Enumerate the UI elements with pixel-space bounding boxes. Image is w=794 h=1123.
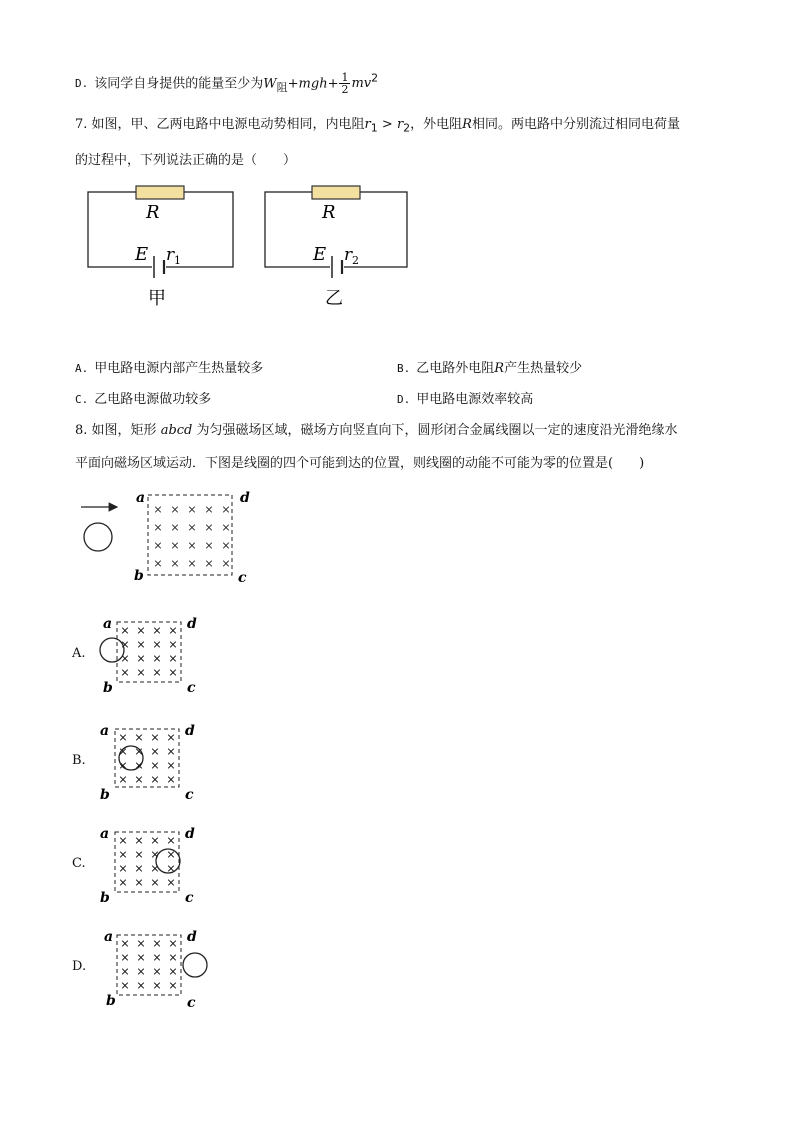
circuit-right xyxy=(265,186,407,309)
q8-option-b-label[interactable]: B. xyxy=(72,753,86,768)
field-cross-icon: × xyxy=(150,773,160,786)
right-R-label: R xyxy=(322,202,336,223)
svg-text:d: d xyxy=(187,616,197,632)
field-cross-icon: × xyxy=(120,937,130,950)
field-cross-icon: × xyxy=(152,666,162,679)
right-caption: 乙 xyxy=(325,288,343,309)
field-cross-icon: × xyxy=(136,937,146,950)
field-cross-icon: × xyxy=(118,759,128,772)
field-cross-icon: × xyxy=(120,965,130,978)
field-cross-icon: × xyxy=(166,862,176,875)
field-cross-icon: × xyxy=(166,848,176,861)
q8-line1-b: 为匀强磁场区域，磁场方向竖直向下，圆形闭合金属线圈以一定的速度沿光滑绝缘水 xyxy=(196,423,678,438)
left-r-label: r xyxy=(166,245,175,265)
field-cross-icon: × xyxy=(134,773,144,786)
formula-w: W xyxy=(263,76,277,92)
q8-option-c-label[interactable]: C. xyxy=(72,856,86,871)
field-cross-icon: × xyxy=(166,759,176,772)
q8-stem-line1 xyxy=(75,422,678,440)
field-cross-icon: × xyxy=(168,638,178,651)
q7-option-b-label: B. xyxy=(397,362,411,375)
field-cross-icon: × xyxy=(120,979,130,992)
q7-stem-line1: 7. 如图，甲、乙两电路中电源电动势相同，内电阻$r_1 > r_2$，外电阻R相同。两电路中分别流过相同电荷量 xyxy=(75,117,680,135)
field-cross-icon: × xyxy=(136,965,146,978)
q7-option-d-text: 甲电路电源效率较高 xyxy=(416,392,534,407)
field-cross-icon: × xyxy=(187,503,197,516)
corner-b: b xyxy=(134,568,144,584)
q7-option-c-text: 乙电路电源做功较多 xyxy=(94,392,212,407)
field-cross-icon: × xyxy=(221,557,231,570)
field-cross-icon: × xyxy=(204,557,214,570)
field-cross-icon: × xyxy=(221,539,231,552)
formula-mv2: $mv^2$ xyxy=(351,72,379,92)
right-E-label: E xyxy=(313,244,327,265)
q8-main-figure xyxy=(75,485,275,585)
field-cross-icon: × xyxy=(136,951,146,964)
field-cross-icon: × xyxy=(152,965,162,978)
q8-option-b-figure[interactable] xyxy=(95,717,215,802)
field-cross-icon: × xyxy=(150,876,160,889)
field-cross-icon: × xyxy=(153,503,163,516)
field-cross-icon: × xyxy=(166,773,176,786)
field-cross-icon: × xyxy=(168,951,178,964)
corner-c: c xyxy=(238,570,247,585)
field-cross-icon: × xyxy=(153,557,163,570)
field-cross-icon: × xyxy=(150,848,160,861)
field-cross-icon: × xyxy=(118,876,128,889)
field-cross-icon: × xyxy=(134,862,144,875)
field-cross-icon: × xyxy=(166,745,176,758)
svg-text:b: b xyxy=(100,787,110,802)
field-cross-icon: × xyxy=(120,951,130,964)
q7-option-a-text: 甲电路电源内部产生热量较多 xyxy=(94,361,264,376)
svg-text:b: b xyxy=(103,680,113,695)
q8-option-d-label[interactable]: D. xyxy=(72,959,87,974)
field-cross-icon: × xyxy=(152,624,162,637)
svg-text:b: b xyxy=(106,993,116,1009)
field-cross-icon: × xyxy=(166,731,176,744)
field-cross-icon: × xyxy=(152,979,162,992)
field-cross-icon: × xyxy=(170,539,180,552)
field-cross-icon: × xyxy=(168,937,178,950)
q7-circuits xyxy=(80,180,420,310)
field-cross-icon: × xyxy=(221,521,231,534)
q8-option-d-figure[interactable] xyxy=(95,923,225,1013)
q7-option-b-text: 乙电路外电阻 xyxy=(416,361,495,376)
q6-option-d xyxy=(75,70,378,97)
q8-abcd: abcd xyxy=(160,423,193,438)
field-cross-icon: × xyxy=(120,624,130,637)
left-R-label: R xyxy=(146,202,160,223)
corner-a: a xyxy=(136,490,146,506)
field-cross-icon: × xyxy=(134,848,144,861)
svg-text:d: d xyxy=(185,826,195,842)
field-cross-icon: × xyxy=(134,834,144,847)
field-cross-icon: × xyxy=(204,503,214,516)
field-cross-icon: × xyxy=(168,652,178,665)
field-cross-icon: × xyxy=(118,745,128,758)
r1-symbol: r xyxy=(364,117,371,132)
field-cross-icon: × xyxy=(134,745,144,758)
q7-line1-b: ，外电阻 xyxy=(410,117,463,132)
field-cross-icon: × xyxy=(152,951,162,964)
field-cross-icon: × xyxy=(168,979,178,992)
q7-option-a[interactable] xyxy=(75,360,263,378)
svg-text:a: a xyxy=(100,826,110,842)
field-cross-icon: × xyxy=(153,521,163,534)
field-cross-icon: × xyxy=(187,521,197,534)
q7-option-c[interactable] xyxy=(75,391,211,409)
q6-option-d-label: D. xyxy=(75,77,89,91)
formula-w-sub: 阻 xyxy=(276,80,288,94)
left-r-sub: 1 xyxy=(174,254,181,267)
q7-option-b[interactable]: B. 乙电路外电阻R产生热量较少 xyxy=(397,361,583,376)
svg-text:c: c xyxy=(187,995,196,1011)
svg-text:b: b xyxy=(100,890,110,905)
field-cross-icon: × xyxy=(150,759,160,772)
q7-stem-line2: 的过程中，下列说法正确的是（ ） xyxy=(75,153,297,168)
field-cross-icon: × xyxy=(204,521,214,534)
field-cross-icon: × xyxy=(150,731,160,744)
field-cross-icon: × xyxy=(134,731,144,744)
field-cross-icon: × xyxy=(120,666,130,679)
field-cross-icon: × xyxy=(152,638,162,651)
resistor-right xyxy=(312,186,360,199)
field-cross-icon: × xyxy=(118,834,128,847)
field-cross-icon: × xyxy=(152,652,162,665)
field-cross-icon: × xyxy=(204,539,214,552)
field-cross-icon: × xyxy=(221,503,231,516)
field-cross-icon: × xyxy=(134,759,144,772)
circuit-left xyxy=(88,186,233,309)
field-cross-icon: × xyxy=(134,876,144,889)
field-cross-icon: × xyxy=(120,638,130,651)
q7-option-a-label: A. xyxy=(75,362,89,375)
field-cross-icon: × xyxy=(170,557,180,570)
field-cross-icon: × xyxy=(136,638,146,651)
left-E-label: E xyxy=(135,244,149,265)
field-cross-icon: × xyxy=(136,666,146,679)
svg-text:c: c xyxy=(185,890,194,905)
field-cross-icon: × xyxy=(168,624,178,637)
field-cross-icon: × xyxy=(136,979,146,992)
formula-mgh: +mgh+ xyxy=(287,76,339,92)
right-r-label: r xyxy=(344,245,353,265)
field-cross-icon: × xyxy=(170,503,180,516)
svg-text:a: a xyxy=(100,723,110,739)
field-cross-icon: × xyxy=(168,666,178,679)
field-cross-icon: × xyxy=(118,773,128,786)
field-cross-icon: × xyxy=(150,862,160,875)
q8-option-a-figure[interactable] xyxy=(95,610,215,695)
field-cross-icon: × xyxy=(120,652,130,665)
svg-text:c: c xyxy=(185,787,194,802)
field-cross-icon: × xyxy=(136,652,146,665)
q6-option-d-text: 该同学自身提供的能量至少为 xyxy=(94,76,264,92)
svg-text:d: d xyxy=(187,929,197,945)
q7-option-d[interactable] xyxy=(397,391,533,409)
resistor-left xyxy=(136,186,184,199)
field-cross-icon: × xyxy=(118,731,128,744)
field-cross-icon: × xyxy=(170,521,180,534)
svg-text:a: a xyxy=(103,616,113,632)
field-cross-marks xyxy=(153,503,230,570)
field-cross-icon: × xyxy=(187,557,197,570)
q8-stem-line2: 平面向磁场区域运动．下图是线圈的四个可能到达的位置，则线圈的动能不可能为零的位置是( ) xyxy=(75,456,645,471)
field-cross-icon: × xyxy=(168,965,178,978)
q8-line1-a: 8. 如图，矩形 xyxy=(75,423,157,438)
q7-option-b-text2: 产生热量较少 xyxy=(504,361,583,376)
q7-line1-a: 7. 如图，甲、乙两电路中电源电动势相同，内电阻 xyxy=(75,117,365,132)
field-cross-icon: × xyxy=(187,539,197,552)
field-cross-icon: × xyxy=(166,834,176,847)
q7-option-d-label: D. xyxy=(397,393,411,406)
corner-d: d xyxy=(240,490,250,506)
field-cross-icon: × xyxy=(152,937,162,950)
field-cross-icon: × xyxy=(136,624,146,637)
field-cross-icon: × xyxy=(150,745,160,758)
q7-option-c-label: C. xyxy=(75,393,89,406)
formula-fraction: $\frac{1}{2}$ xyxy=(341,71,349,97)
field-cross-icon: × xyxy=(118,862,128,875)
field-cross-icon: × xyxy=(118,848,128,861)
right-r-sub: 2 xyxy=(352,254,359,267)
field-cross-icon: × xyxy=(153,539,163,552)
field-cross-icon: × xyxy=(150,834,160,847)
q7-line1-c: 相同。两电路中分别流过相同电荷量 xyxy=(471,117,680,132)
svg-text:c: c xyxy=(187,680,196,695)
left-caption: 甲 xyxy=(148,288,166,309)
field-cross-icon: × xyxy=(166,876,176,889)
svg-text:d: d xyxy=(185,723,195,739)
q8-option-c-figure[interactable] xyxy=(95,820,215,905)
svg-text:a: a xyxy=(104,929,114,945)
q8-option-a-label[interactable]: A. xyxy=(72,646,86,661)
coil-circle xyxy=(84,523,112,551)
